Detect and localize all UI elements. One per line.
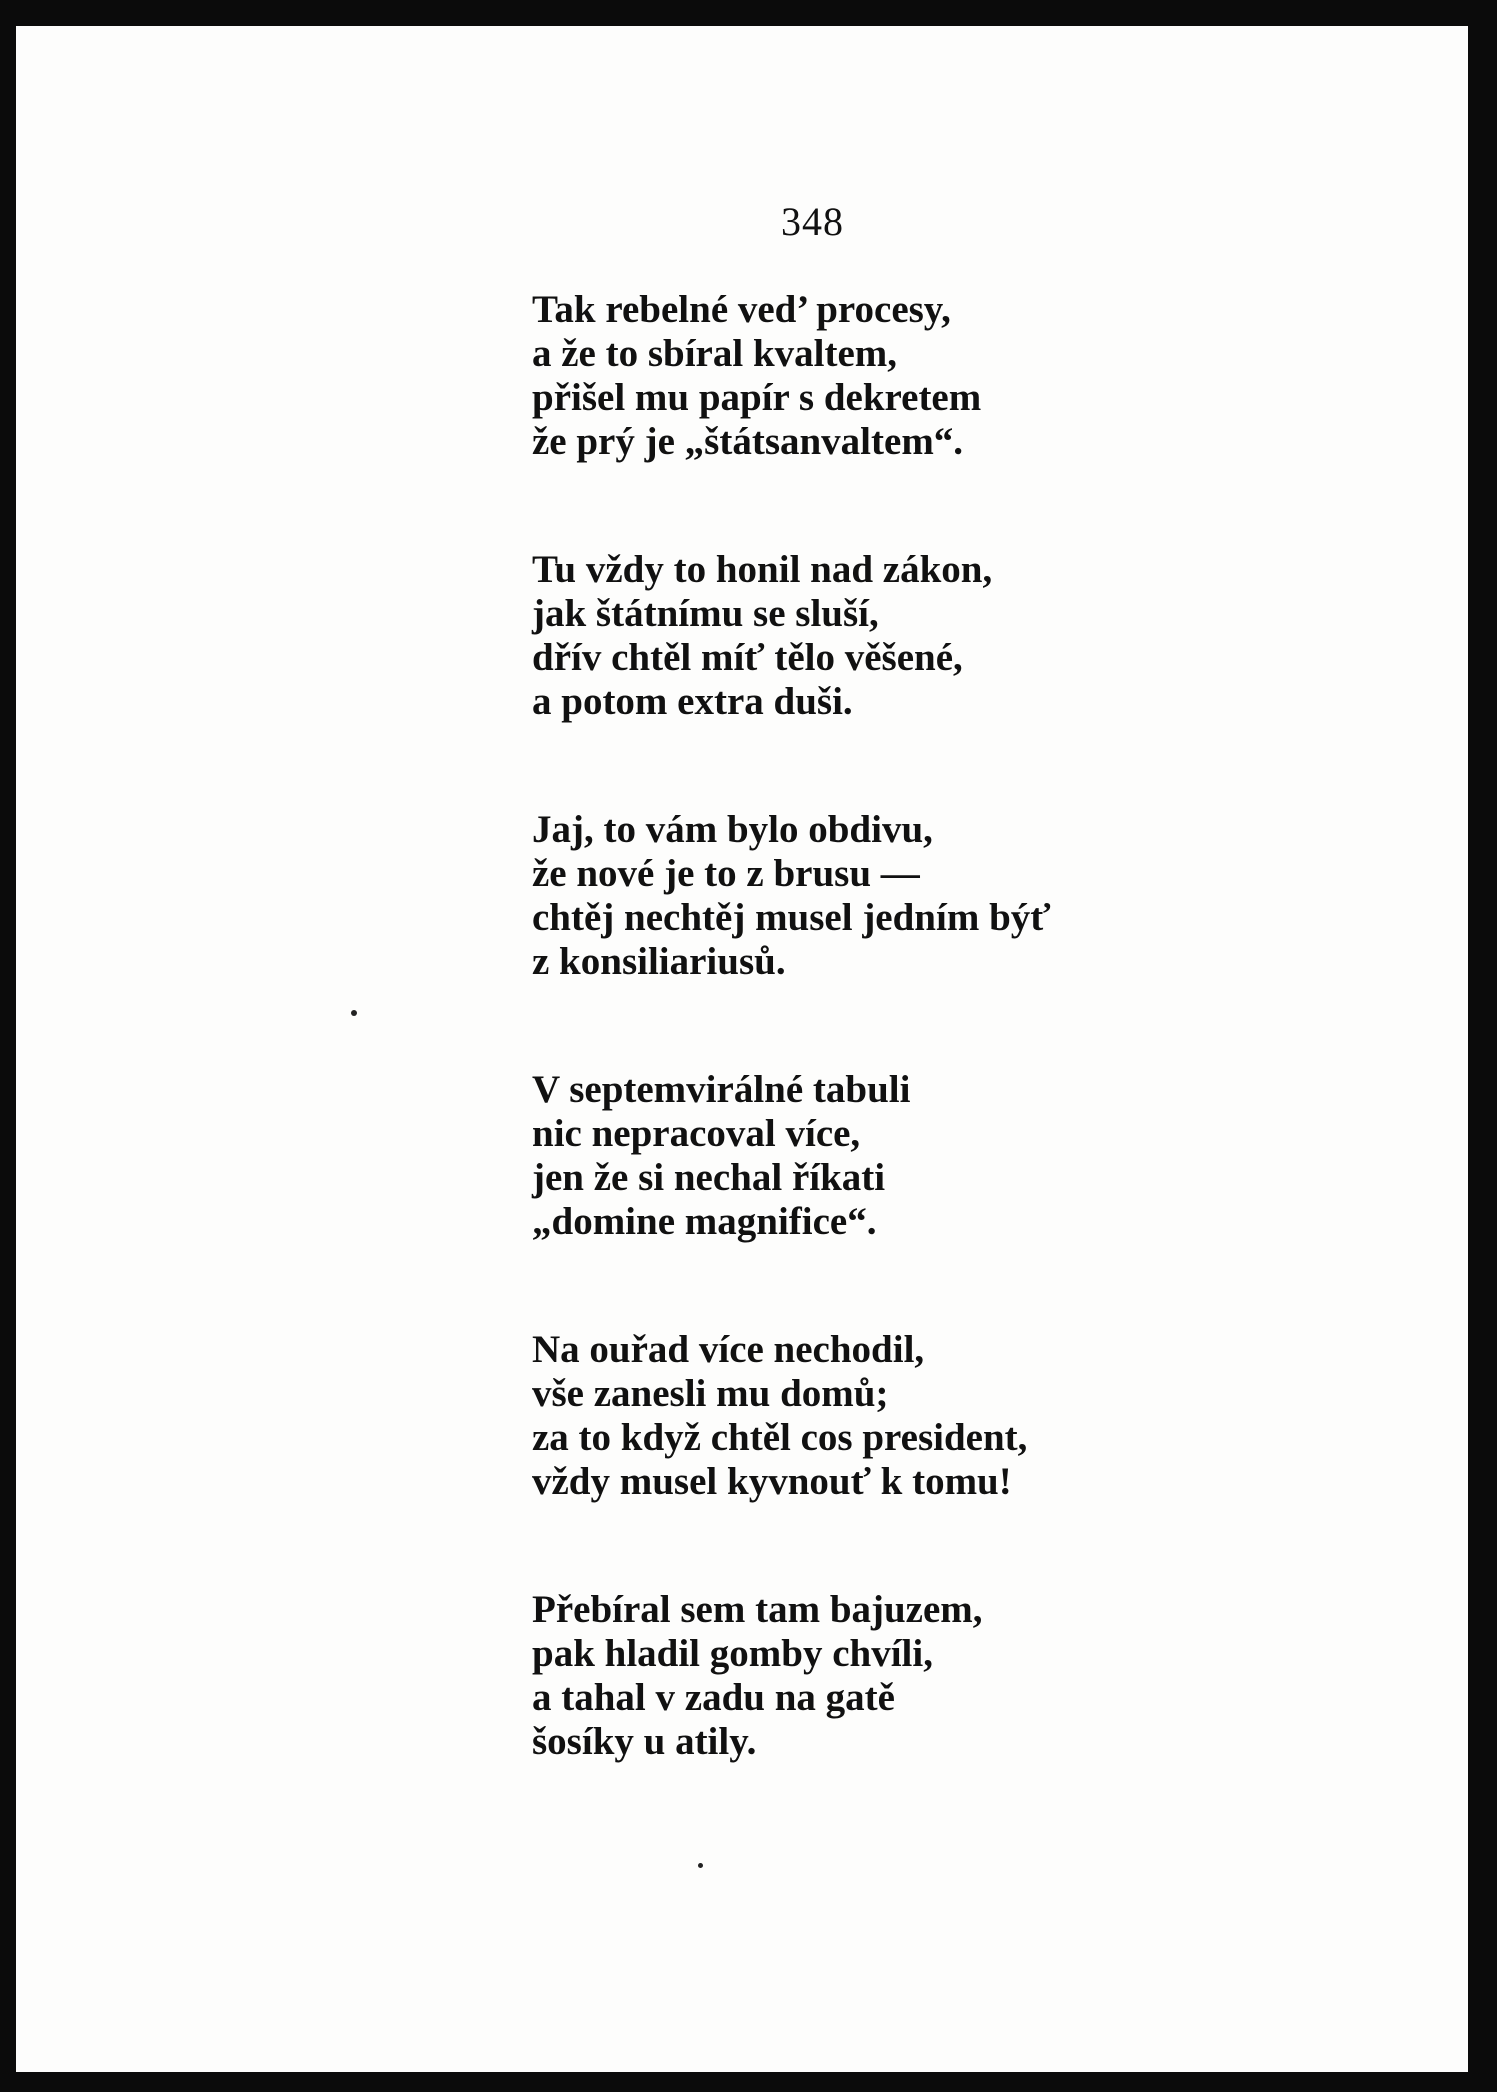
- poem-line: za to když chtěl cos president,: [532, 1416, 1028, 1459]
- stanza-6: [532, 1588, 1432, 1764]
- stanza-3: [532, 808, 1432, 984]
- ink-speck: [698, 1863, 703, 1868]
- poem-line: Tu vždy to honil nad zákon,: [532, 548, 993, 591]
- poem-line: přišel mu papír s dekretem: [532, 376, 982, 419]
- poem-line: Tak rebelné ved’ procesy,: [532, 288, 951, 331]
- stanza-2: [532, 548, 1432, 724]
- poem-line: Přebíral sem tam bajuzem,: [532, 1588, 983, 1631]
- poem: [532, 288, 1432, 1764]
- stanza-5: [532, 1328, 1432, 1504]
- poem-line: chtěj nechtěj musel jedním býť: [532, 896, 1051, 939]
- poem-line: jen že si nechal říkati: [532, 1156, 886, 1199]
- poem-line: pak hladil gomby chvíli,: [532, 1632, 933, 1675]
- poem-line: Jaj, to vám bylo obdivu,: [532, 808, 933, 851]
- poem-line: nic nepracoval více,: [532, 1112, 861, 1155]
- stanza-1: [532, 288, 1432, 464]
- poem-line: dřív chtěl míť tělo věšené,: [532, 636, 963, 679]
- page-number: 348: [781, 199, 844, 244]
- poem-line: šosíky u atily.: [532, 1720, 757, 1763]
- poem-line: jak štátnímu se sluší,: [532, 592, 879, 635]
- poem-line: vždy musel kyvnouť k tomu!: [532, 1460, 1012, 1503]
- poem-line: že nové je to z brusu —: [532, 852, 920, 895]
- poem-line: Na ouřad více nechodil,: [532, 1328, 925, 1371]
- ink-speck: [351, 1010, 357, 1016]
- poem-line: že prý je „štátsanvaltem“.: [532, 420, 964, 463]
- stanza-4: [532, 1068, 1432, 1244]
- poem-line: a že to sbíral kvaltem,: [532, 332, 898, 375]
- poem-line: vše zanesli mu domů;: [532, 1372, 889, 1415]
- poem-line: z konsiliariusů.: [532, 940, 786, 983]
- poem-line: a potom extra duši.: [532, 680, 853, 723]
- poem-line: „domine magnifice“.: [532, 1200, 877, 1243]
- poem-line: a tahal v zadu na gatě: [532, 1676, 895, 1719]
- poem-line: V septemvirálné tabuli: [532, 1068, 911, 1111]
